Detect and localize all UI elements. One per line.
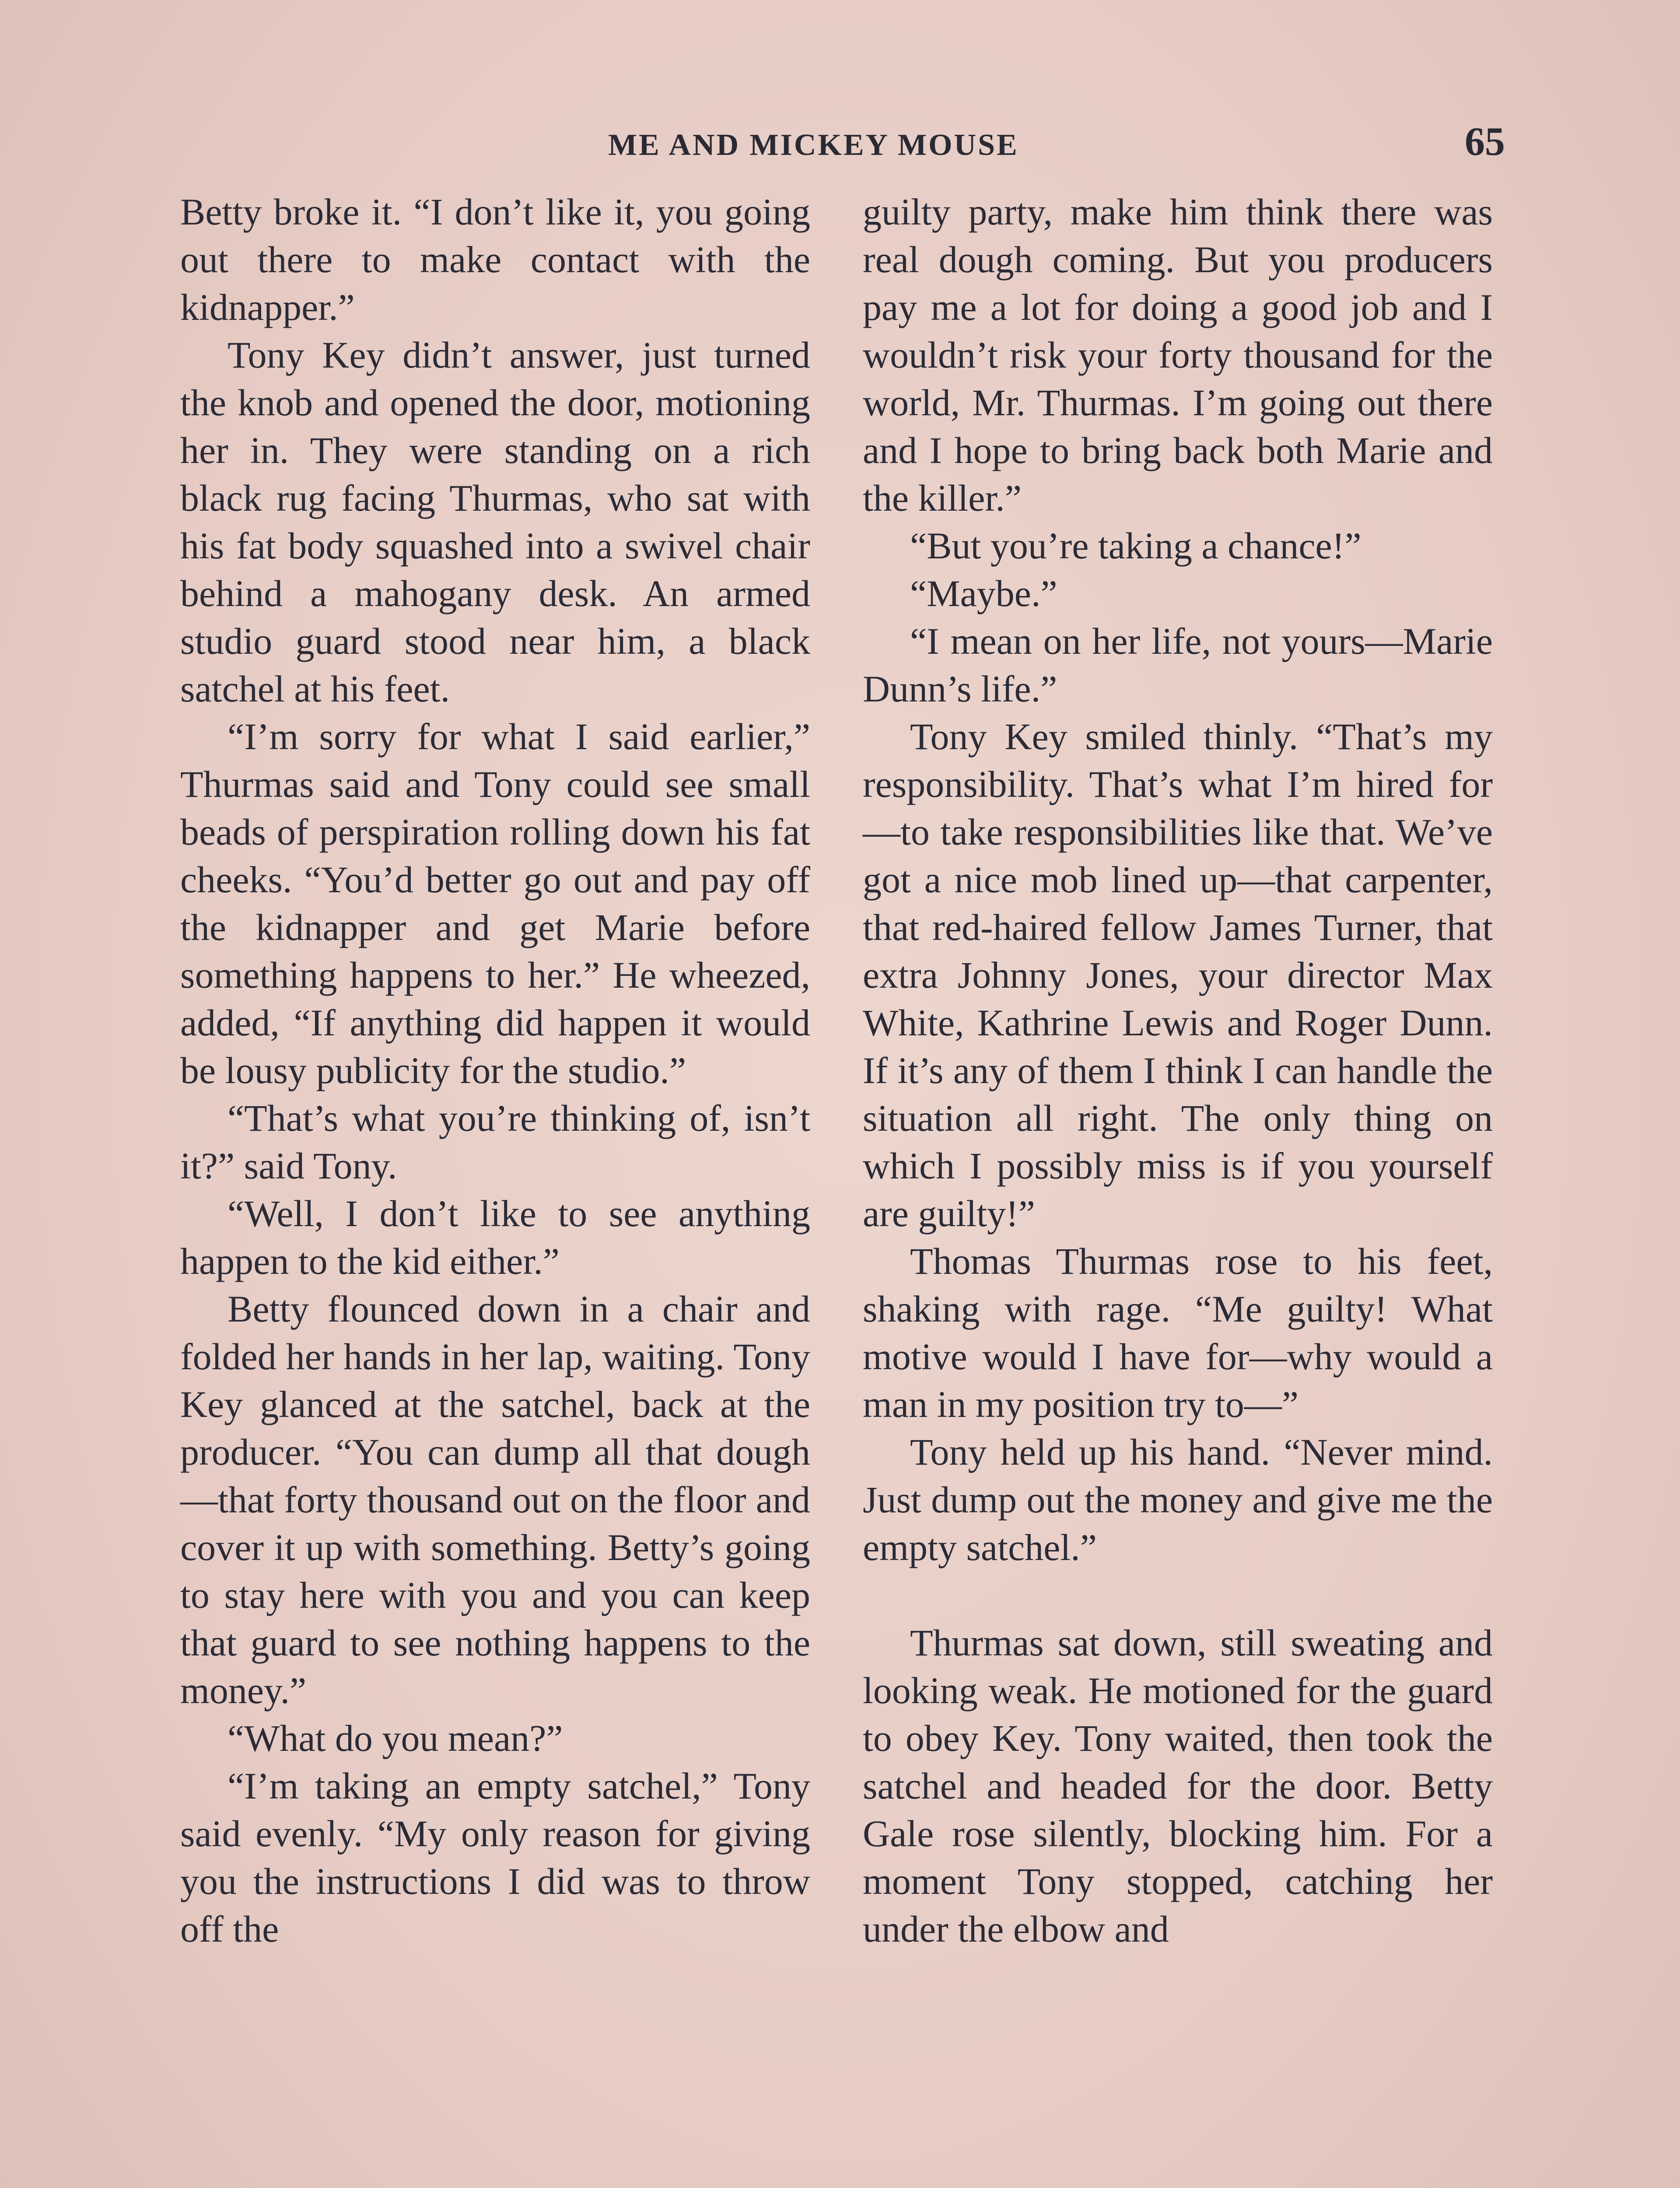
left-column <box>180 188 810 1953</box>
paragraph: Betty broke it. “I don’t like it, you going out there to make contact with the kidnapper.” <box>180 191 810 328</box>
paragraph: Betty flounced down in a chair and folded her hands in her lap, waiting. Tony Key glanced at the satchel, back at the producer. “You can dump all that dough—that forty thousand out on the floor and cover it up with something. Betty’s going to stay here with you and you can keep that guard to see nothing happens to the money.” <box>180 1288 810 1711</box>
paragraph: Thurmas sat down, still sweating and looking weak. He motioned for the guard to obey Key. Tony waited, then took the satchel and headed for the door. Betty Gale rose silently, blocking him. For a moment Tony stopped, catching her under the elbow and <box>863 1622 1493 1950</box>
paragraph: Thomas Thurmas rose to his feet, shaking with rage. “Me guilty! What motive would I have for—why would a man in my position try to—” <box>863 1240 1493 1425</box>
paragraph: “Maybe.” <box>910 572 1057 614</box>
paragraph: “But you’re taking a chance!” <box>910 525 1362 567</box>
paragraph: “I’m sorry for what I said earlier,” Thurmas said and Tony could see small beads of perspiration rolling down his fat cheeks. “You’d better go out and pay off the kidnapper and get Marie before something happens to her.” He wheezed, added, “If anything did happen it would be lousy publicity for the studio.” <box>180 715 810 1091</box>
page-number: 65 <box>1465 119 1505 164</box>
paragraph: “I mean on her life, not yours—Marie Dunn’s life.” <box>863 620 1493 710</box>
running-title: ME AND MICKEY MOUSE <box>608 128 1019 162</box>
paragraph: “I’m taking an empty satchel,” Tony said evenly. “My only reason for giving you the instructions I did was to throw off the <box>180 1765 810 1950</box>
paragraph: Tony held up his hand. “Never mind. Just dump out the money and give me the empty satchel.” <box>863 1431 1493 1568</box>
page-header <box>175 118 1505 171</box>
paragraph: Tony Key didn’t answer, just turned the knob and opened the door, motioning her in. They were standing on a rich black rug facing Thurmas, who sat with his fat body squashed into a swivel chair behind a mahogany desk. An armed studio guard stood near him, a black satchel at his feet. <box>180 334 810 710</box>
paragraph: “That’s what you’re thinking of, isn’t it?” said Tony. <box>180 1097 810 1187</box>
paragraph: “What do you mean?” <box>228 1717 563 1759</box>
paragraph: “Well, I don’t like to see anything happen to the kid either.” <box>180 1192 810 1282</box>
paragraph: guilty party, make him think there was real dough coming. But you producers pay me a lot for doing a good job and I wouldn’t risk your forty thousand for the world, Mr. Thurmas. I’m going out there and I hope to bring back both Marie and the killer.” <box>863 191 1493 519</box>
right-column <box>863 188 1493 1953</box>
paragraph: Tony Key smiled thinly. “That’s my responsibility. That’s what I’m hired for—to take responsibilities like that. We’ve got a nice mob lined up—that carpenter, that red-haired fellow James Turner, that extra Johnny Jones, your director Max White, Kathrine Lewis and Roger Dunn. If it’s any of them I think I can handle the situation all right. The only thing on which I possibly miss is if you yourself are guilty!” <box>863 715 1493 1234</box>
